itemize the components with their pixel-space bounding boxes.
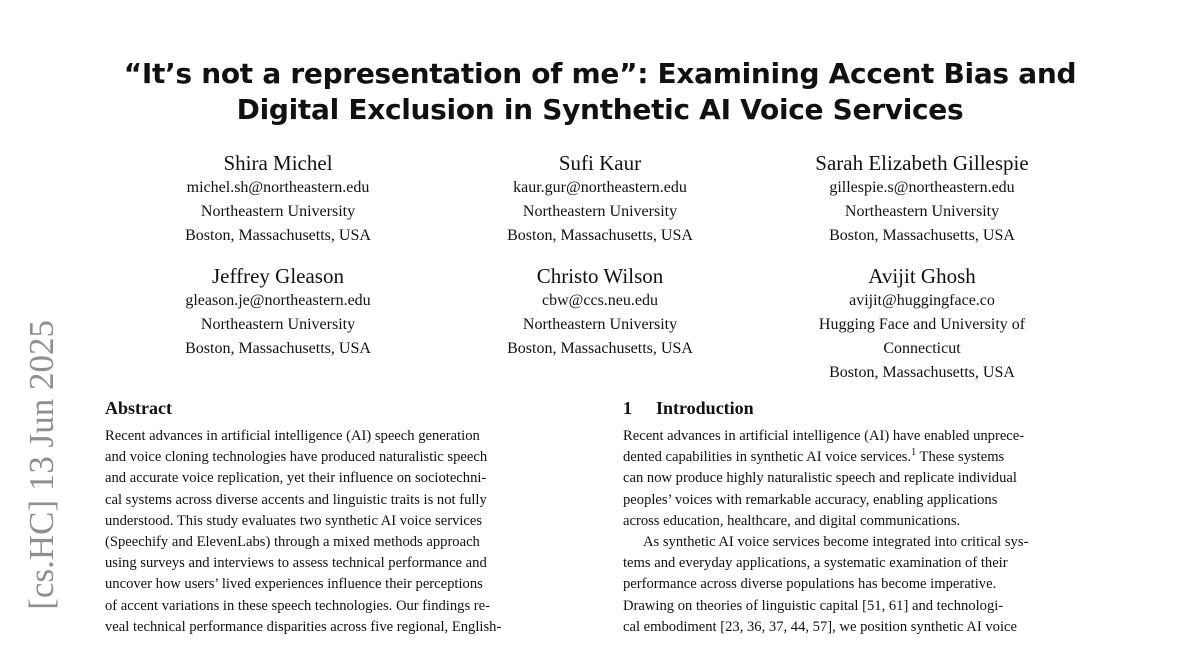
author-location: Boston, Massachusetts, USA bbox=[185, 340, 371, 357]
title-line: “It’s not a representation of me”: Examining Accent Bias and bbox=[123, 57, 1077, 90]
author-block bbox=[118, 150, 438, 248]
author-affiliation: Northeastern University bbox=[844, 203, 1000, 220]
author-affiliation: Northeastern University bbox=[522, 316, 678, 333]
text-line bbox=[623, 447, 1097, 468]
author-affiliation: Northeastern University bbox=[200, 316, 356, 333]
intro-paragraph-2 bbox=[623, 532, 1097, 638]
author-block bbox=[440, 263, 760, 361]
text-line: cal systems across diverse accents and linguistic traits is not fully bbox=[105, 491, 487, 508]
author-affiliation: Northeastern University bbox=[200, 203, 356, 220]
author-name: Sarah Elizabeth Gillespie bbox=[815, 151, 1029, 175]
author-name: Avijit Ghosh bbox=[868, 264, 976, 288]
arxiv-identifier-stamp: [cs.HC] 13 Jun 2025 bbox=[22, 320, 61, 610]
text-line: across education, healthcare, and digital communications. bbox=[623, 512, 961, 529]
abstract-heading: Abstract bbox=[105, 398, 172, 418]
author-affiliation: Hugging Face and University of bbox=[818, 316, 1026, 333]
author-location: Boston, Massachusetts, USA bbox=[185, 227, 371, 244]
author-affiliation: Connecticut bbox=[883, 340, 961, 357]
intro-paragraph-1 bbox=[623, 426, 1097, 532]
author-location: Boston, Massachusetts, USA bbox=[829, 364, 1015, 381]
text-line: understood. This study evaluates two synthetic AI voice services bbox=[105, 512, 483, 529]
text-line: of accent variations in these speech technologies. Our findings re- bbox=[105, 597, 490, 614]
author-email: gillespie.s@northeastern.edu bbox=[829, 179, 1015, 196]
text-line: As synthetic AI voice services become integrated into critical sys- bbox=[643, 534, 1029, 551]
text-line: and accurate voice replication, yet their influence on sociotechni- bbox=[105, 470, 487, 487]
text-line: tems and everyday applications, a systematic examination of their bbox=[623, 555, 1008, 572]
author-location: Boston, Massachusetts, USA bbox=[829, 227, 1015, 244]
author-block bbox=[762, 150, 1082, 248]
title-line: Digital Exclusion in Synthetic AI Voice Services bbox=[236, 93, 964, 126]
introduction-section bbox=[623, 396, 1097, 638]
author-name: Sufi Kaur bbox=[558, 151, 642, 175]
author-name: Shira Michel bbox=[223, 151, 333, 175]
text-line: using surveys and interviews to assess technical performance and bbox=[105, 555, 487, 572]
paper-title bbox=[100, 56, 1100, 128]
author-email: kaur.gur@northeastern.edu bbox=[513, 179, 687, 196]
author-block bbox=[118, 263, 438, 361]
abstract-text bbox=[105, 426, 579, 638]
text-line: Recent advances in artificial intelligence (AI) have enabled unprece- bbox=[623, 428, 1025, 444]
text-fragment: dented capabilities in synthetic AI voice services. bbox=[623, 449, 912, 466]
author-email: michel.sh@northeastern.edu bbox=[186, 179, 370, 196]
text-line: Drawing on theories of linguistic capital [51, 61] and technologi- bbox=[623, 597, 1004, 614]
author-name: Jeffrey Gleason bbox=[212, 264, 344, 288]
introduction-heading bbox=[623, 396, 1097, 420]
text-line: peoples’ voices with remarkable accuracy, enabling applications bbox=[623, 491, 998, 508]
author-block bbox=[440, 150, 760, 248]
text-line: uncover how users’ lived experiences influence their perceptions bbox=[105, 576, 483, 593]
footnote-marker[interactable]: 1 bbox=[911, 447, 917, 459]
text-line: Recent advances in artificial intelligence (AI) speech generation bbox=[105, 428, 480, 444]
text-line: veal technical performance disparities across five regional, English- bbox=[105, 618, 502, 635]
text-line: (Speechify and ElevenLabs) through a mixed methods approach bbox=[105, 534, 480, 551]
text-line: and voice cloning technologies have produced naturalistic speech bbox=[105, 449, 488, 466]
text-line: cal embodiment [23, 36, 37, 44, 57], we position synthetic AI voice bbox=[623, 618, 1017, 635]
text-fragment: These systems bbox=[916, 449, 1005, 466]
author-name: Christo Wilson bbox=[536, 264, 664, 288]
text-line: can now produce highly naturalistic speech and replicate individual bbox=[623, 470, 1017, 487]
text-line: performance across diverse populations has become imperative. bbox=[623, 576, 997, 593]
author-block bbox=[762, 263, 1082, 385]
abstract-section bbox=[105, 396, 579, 638]
section-number: 1 bbox=[623, 398, 632, 418]
author-affiliation: Northeastern University bbox=[522, 203, 678, 220]
author-email: cbw@ccs.neu.edu bbox=[541, 292, 659, 309]
author-email: avijit@huggingface.co bbox=[849, 292, 995, 309]
author-location: Boston, Massachusetts, USA bbox=[507, 227, 693, 244]
author-location: Boston, Massachusetts, USA bbox=[507, 340, 693, 357]
author-email: gleason.je@northeastern.edu bbox=[185, 292, 371, 309]
section-title: Introduction bbox=[656, 398, 754, 418]
